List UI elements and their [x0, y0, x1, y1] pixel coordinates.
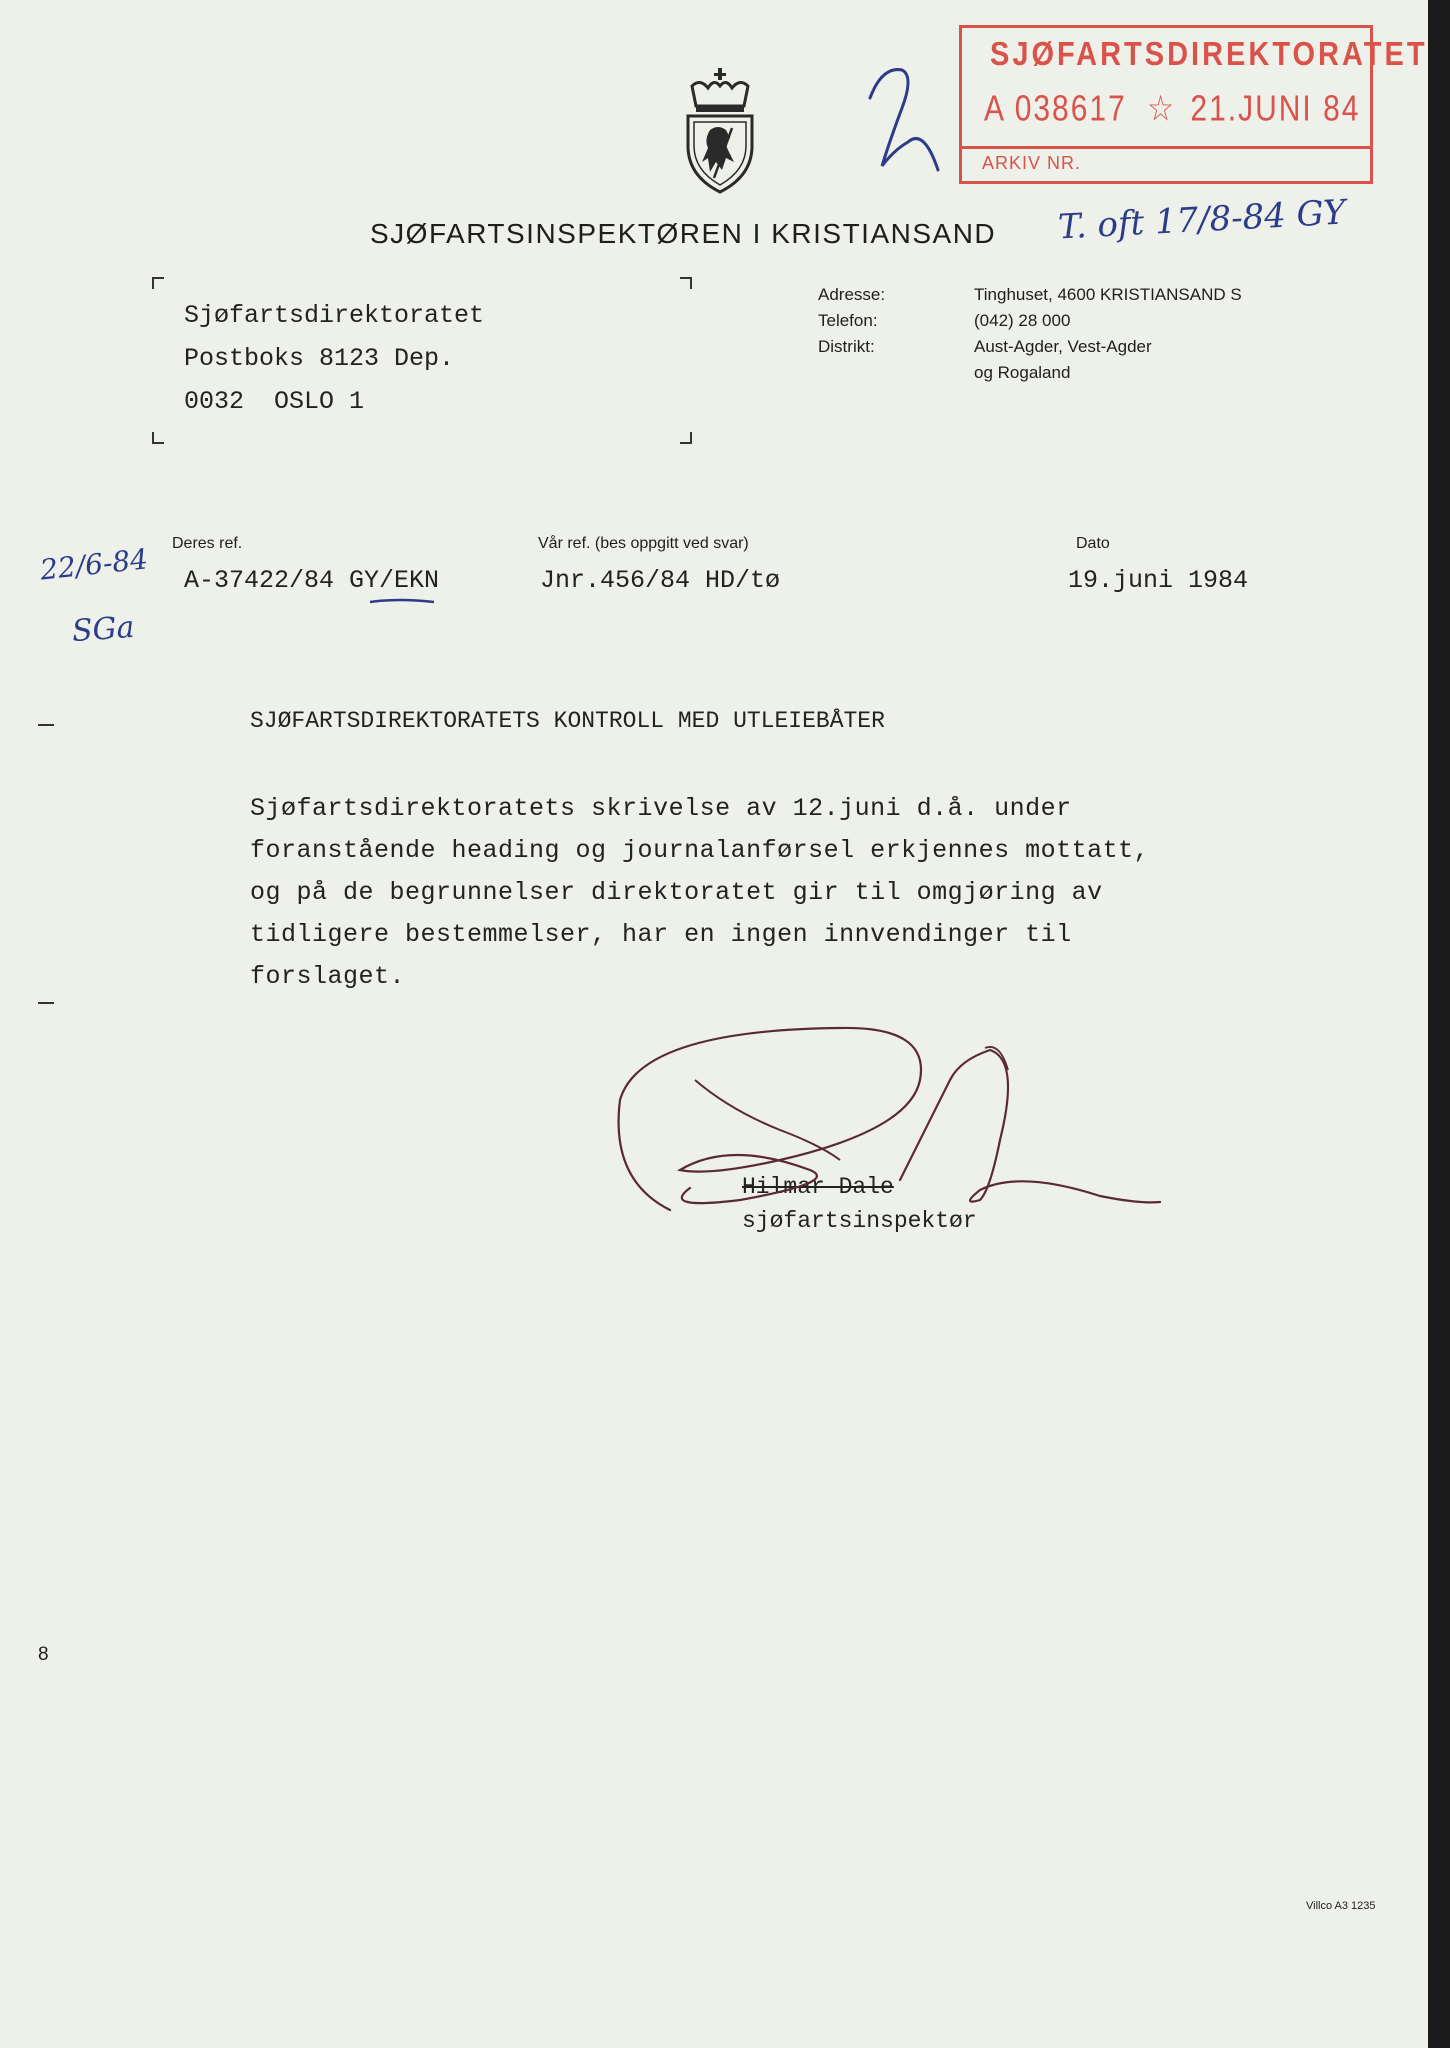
letter-subject: SJØFARTSDIREKTORATETS KONTROLL MED UTLEIEBÅTER: [250, 708, 885, 734]
fold-mark: [38, 724, 54, 726]
coat-of-arms-icon: [680, 66, 760, 196]
district-value-2: og Rogaland: [974, 363, 1071, 382]
stamp-title: SJØFARTSDIREKTORATET: [990, 36, 1428, 73]
window-corner-br: [680, 432, 692, 444]
handwritten-initials: SGa: [70, 609, 136, 650]
stamp-number-date: [984, 88, 1360, 130]
signer-name: Hilmar Dale: [742, 1174, 894, 1200]
date-value: 19.juni 1984: [1068, 566, 1249, 595]
handwritten-number-mark: [842, 58, 952, 178]
signer-title: sjøfartsinspektør: [742, 1208, 977, 1234]
handwritten-filing-note: T. oft 17/8-84 GY: [1057, 192, 1347, 248]
stamp-date: 21.JUNI 84: [1190, 89, 1361, 129]
body-line: forslaget.: [250, 962, 406, 991]
body-line: Sjøfartsdirektoratets skrivelse av 12.juni d.å. under: [250, 794, 1072, 823]
deres-ref-value: A-37422/84 GY/EKN: [184, 566, 440, 595]
page-mark: 8: [38, 1644, 49, 1665]
star-icon: ☆: [1147, 89, 1177, 129]
recipient-line: 0032 OSLO 1: [184, 387, 365, 416]
underline-stroke: [368, 596, 438, 606]
fold-mark: [38, 1002, 54, 1004]
archive-stamp: [959, 25, 1428, 184]
letterhead-title: SJØFARTSINSPEKTØREN I KRISTIANSAND: [370, 218, 997, 249]
body-line: og på de begrunnelser direktoratet gir til omgjøring av: [250, 878, 1103, 907]
contact-values: [974, 282, 1242, 386]
recipient-line: Sjøfartsdirektoratet: [184, 301, 485, 330]
body-line: foranstående heading og journalanførsel erkjennes mottatt,: [250, 836, 1150, 865]
phone-label: Telefon:: [818, 311, 878, 330]
var-ref-value: Jnr.456/84 HD/tø: [540, 566, 781, 595]
window-corner-tl: [152, 277, 164, 289]
phone-value: (042) 28 000: [974, 311, 1071, 330]
window-corner-bl: [152, 432, 164, 444]
district-label: Distrikt:: [818, 337, 875, 356]
stamp-number: A 038617: [984, 89, 1127, 129]
recipient-address: [184, 294, 484, 423]
contact-labels: [818, 282, 885, 360]
stamp-archive-label: ARKIV NR.: [982, 153, 1082, 173]
date-label: Dato: [1076, 535, 1110, 552]
window-corner-tr: [680, 277, 692, 289]
body-line: tidligere bestemmelser, har en ingen innvendinger til: [250, 920, 1072, 949]
stamp-upper-box: [962, 28, 1428, 149]
signature-scribble: [600, 1020, 1180, 1220]
address-label: Adresse:: [818, 285, 886, 304]
scan-edge: [1428, 0, 1450, 2048]
handwritten-received-date: 22/6-84: [38, 542, 150, 587]
district-value-1: Aust-Agder, Vest-Agder: [974, 337, 1152, 356]
var-ref-label: Vår ref. (bes oppgitt ved svar): [538, 535, 749, 552]
recipient-line: Postboks 8123 Dep.: [184, 344, 455, 373]
print-code: Villco A3 1235: [1306, 1900, 1376, 1912]
deres-ref-label: Deres ref.: [172, 535, 243, 552]
address-value: Tinghuset, 4600 KRISTIANSAND S: [974, 285, 1242, 304]
